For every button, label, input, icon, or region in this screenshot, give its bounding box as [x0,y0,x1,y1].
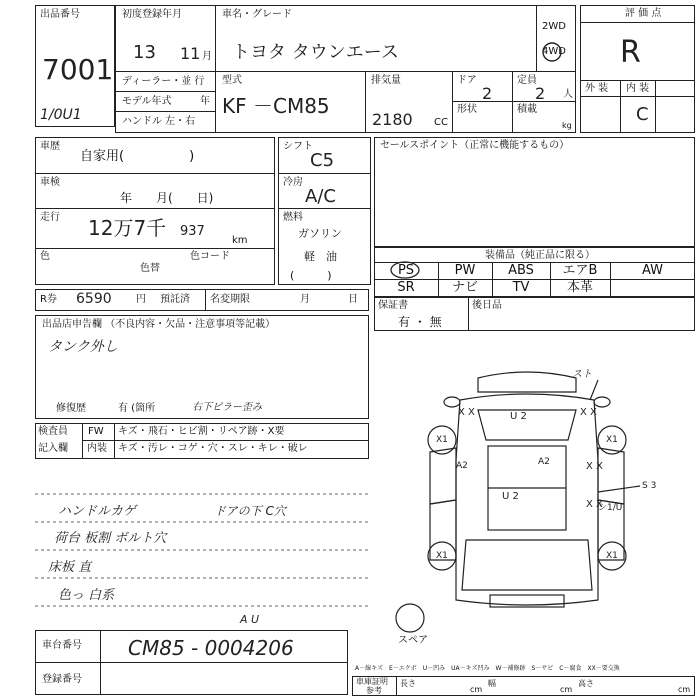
sales-point-label: セールスポイント（正常に機能するもの） [380,140,570,151]
lot-scribble: 1/0U1 [40,107,82,123]
equip-sr: SR [397,280,415,295]
first-reg-year: 13 [133,42,156,63]
note-1: ハンドルカゲ [58,504,137,519]
ac-value: A/C [305,186,336,207]
note-4: 床板 直 [48,560,92,575]
name-change-month: 月 [300,294,310,305]
mark-9: U 2 [502,491,519,502]
note-2: ドアの下 C穴 [214,504,286,518]
lot-label: 出品番号 [40,9,80,20]
type-label: 型式 [222,75,242,86]
interior-label: 内 装 [626,83,650,94]
mark-11: X1 [436,551,448,561]
recycle-value: 6590 [76,291,112,307]
chassis-value: CM85 - 0004206 [128,636,294,660]
first-reg-label: 初度登録年月 [122,9,182,20]
month-unit: 月 [202,51,212,62]
mark-12: X1 [606,551,618,561]
capacity-label: 定員 [517,75,537,86]
capacity-value: 2 [535,84,546,103]
year-unit: 年 [200,96,210,107]
equip-pw: PW [454,263,476,278]
interior-items: キズ・汚レ・コゲ・穴・スレ・キレ・破レ [118,443,308,454]
shaken-value: 年 月( 日) [120,191,214,205]
deposit-label: 預託済 [160,294,190,305]
displacement-label: 排気量 [371,75,401,86]
grade-label: 評 価 点 [625,8,662,19]
size-length: 長さ [400,679,416,688]
carname-value: トヨタ タウンエース [232,42,399,63]
drive-4wd: 4WD [542,46,566,57]
legend-text: A－線キズ E－エクボ U－凹み UA－キズ凹み W－補修跡 S－サビ C－腐食 XX－要交換 [355,665,620,672]
note-5: 色っ 白系 [58,588,115,603]
model-year-label: モデル年式 [122,96,172,107]
equip-airbag: エアB [562,263,598,278]
equip-abs: ABS [508,263,534,278]
color-change: 色替 [140,263,160,274]
mark-14: シ1/U [598,503,623,513]
repair-label: 修復歴 [56,403,86,414]
kg-unit: kg [562,121,572,130]
history-label: 車歴 [40,141,60,152]
mark-1: X X [458,407,475,418]
equip-navi: ナビ [451,280,478,295]
shift-value: C5 [310,150,335,171]
warranty-value: 有 ・ 無 [398,315,442,329]
inspector-sign: A U [240,613,260,626]
name-change-day: 日 [348,294,358,305]
mileage-value: 12万7千 [88,216,167,240]
interior-value: C [636,104,649,125]
mark-10: X X [586,499,603,510]
grade-value: R [620,35,641,70]
report-note1: タンク外し [48,339,118,355]
report-label: 出品店申告欄 （不良内容・欠品・注意事項等記載） [42,319,276,330]
later-label: 後日品 [472,300,502,311]
color-label: 色 [40,251,50,262]
km-unit: km [232,235,248,246]
handle-label: ハンドル 左・右 [122,116,196,127]
mark-13: S 3 [642,481,657,491]
size-width: 幅 [488,679,496,688]
fuel-alt: 軽 油 [304,250,337,263]
load-label: 積載 [517,104,537,115]
equip-ps: PS [397,263,415,278]
mark-5: X1 [606,435,618,445]
equip-aw: AW [641,263,664,278]
fuel-value: ガソリン [298,227,342,240]
exterior-label: 外 装 [585,83,609,94]
first-reg-month: 11 [180,44,201,63]
color-code: 色コード [190,251,230,262]
person-unit: 人 [563,89,573,100]
name-change-label: 名変期限 [210,294,250,305]
shift-label: シフト [283,141,313,152]
fuel-label: 燃料 [283,212,303,223]
door-label: ドア [457,75,477,86]
history-value: 自家用( ) [80,149,195,164]
shape-label: 形状 [457,104,477,115]
mark-2: U 2 [510,411,527,422]
spare-label: スペア [398,635,428,646]
mark-3: X X [580,407,597,418]
yen-unit: 円 [136,294,146,305]
size-cm-1: cm [470,685,483,694]
equip-tv: TV [512,280,530,295]
recycle-label: R券 [40,294,57,305]
inspector-label1: 検査員 [38,426,68,437]
mark-4: X1 [436,435,448,445]
mark-15: スト [572,369,592,380]
mark-8: A2 [538,457,550,467]
repair-note: 右下ピラー歪み [192,402,262,413]
repair-value: 有 (箇所 [118,403,156,414]
equipment-title: 装備品（純正品に限る） [485,250,595,261]
fuel-paren: ( ) [290,269,332,282]
mark-6: A2 [456,461,468,471]
size-cm-2: cm [560,685,573,694]
note-3: 荷台 板割 ボルト穴 [54,531,167,546]
fw-items: キズ・飛石・ヒビ割・リペア跡・X要 [118,426,285,437]
cc-unit: CC [434,117,448,128]
door-value: 2 [482,84,493,103]
mark-7: X X [586,461,603,472]
shaken-label: 車検 [40,177,60,188]
reg-label: 登録番号 [42,674,82,685]
size-label: 車庫証明 [356,677,388,686]
chassis-label: 車台番号 [42,640,82,651]
inspector-label2: 記入欄 [38,443,68,454]
interior-insp-label: 内装 [87,443,107,454]
type-value: KF －CM85 [222,94,330,118]
fw-label: FW [88,426,104,437]
warranty-label: 保証書 [378,300,408,311]
drive-2wd: 2WD [542,21,566,32]
size-cm-3: cm [678,685,691,694]
equip-leather: 本革 [566,280,593,295]
dealer-label: ディーラー・並 行 [122,76,205,87]
displacement-value: 2180 [372,110,413,129]
size-height: 高さ [578,679,594,688]
carname-label: 車名・グレード [222,9,292,20]
ac-label: 冷房 [283,177,303,188]
mileage-label: 走行 [40,212,60,223]
size-ref: 参考 [366,686,382,695]
lot-number: 7001 [42,53,114,86]
mileage-detail: 937 [180,224,205,239]
